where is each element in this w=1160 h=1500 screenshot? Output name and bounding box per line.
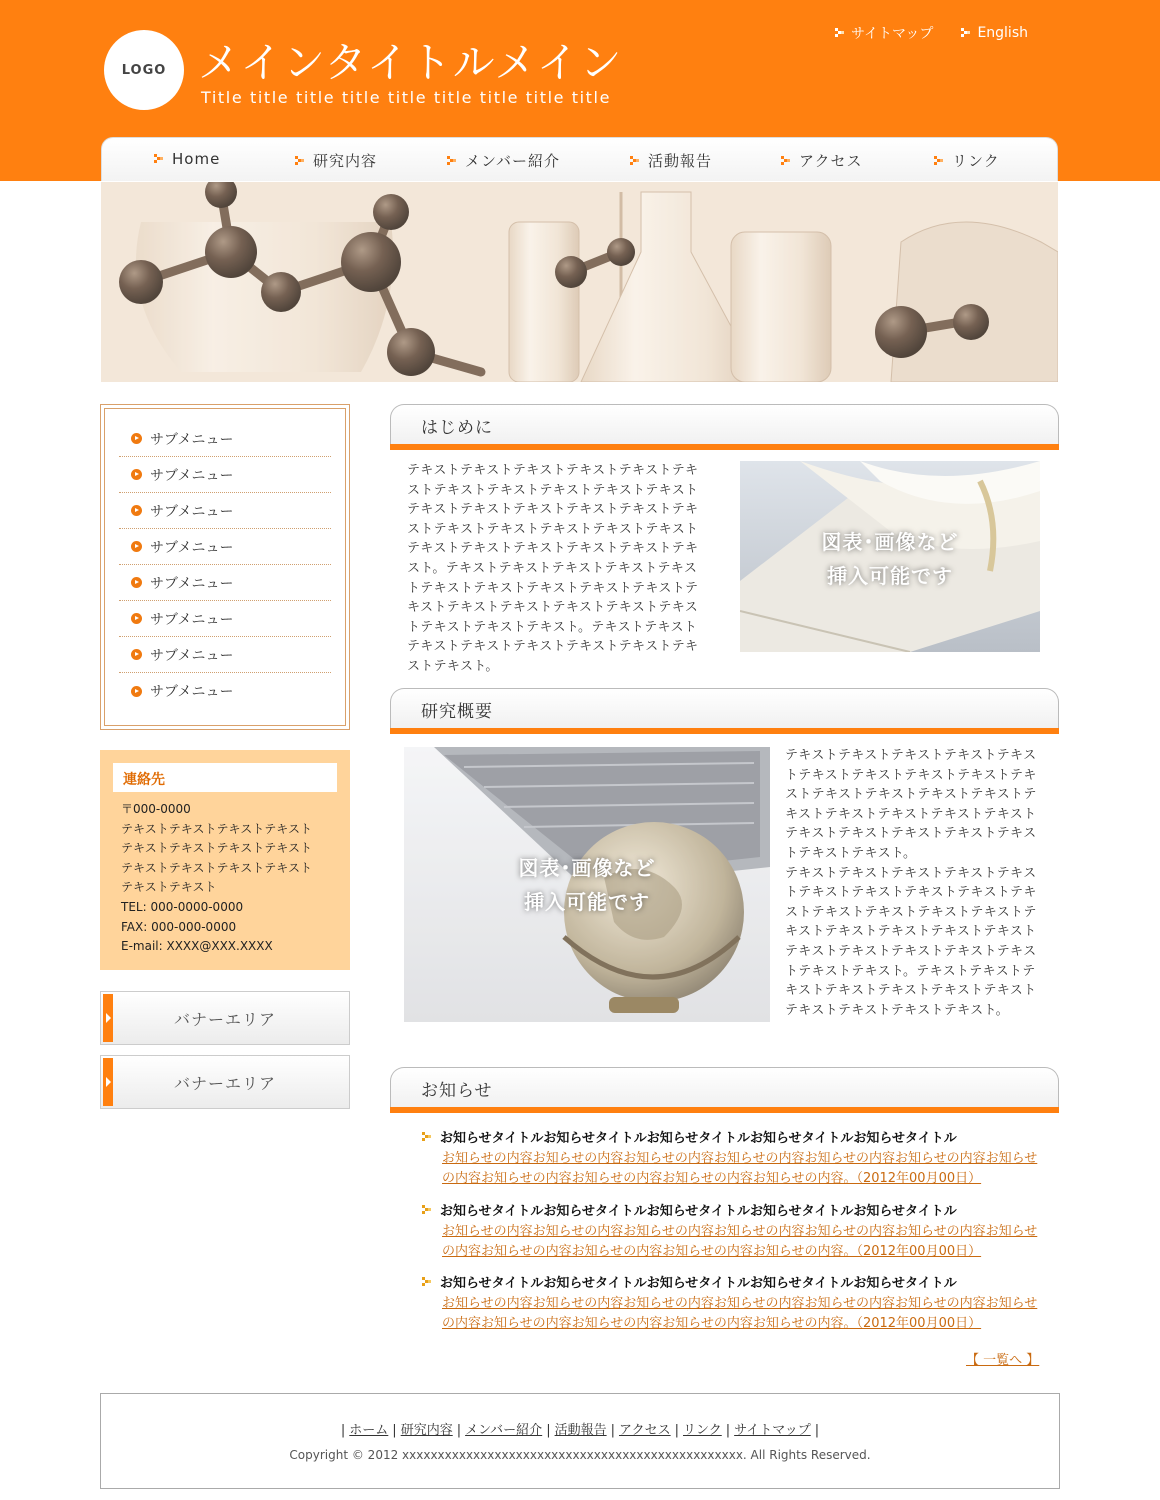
arrow-circle-icon bbox=[131, 649, 142, 660]
footer-link-access[interactable]: アクセス bbox=[618, 1423, 671, 1438]
arrow-marker-icon bbox=[781, 156, 791, 166]
footer-link-activities[interactable]: 活動報告 bbox=[554, 1423, 607, 1438]
contact-box bbox=[100, 750, 350, 970]
contact-postal: 〒000-0000 bbox=[121, 802, 191, 816]
arrow-marker-icon bbox=[295, 156, 305, 166]
news-list-link[interactable]: 【 一覧へ 】 bbox=[966, 1353, 1040, 1368]
footer-separator: | bbox=[674, 1423, 679, 1438]
submenu-label: サブメニュー bbox=[150, 467, 234, 484]
global-nav bbox=[101, 137, 1058, 181]
submenu-label: サブメニュー bbox=[150, 647, 234, 664]
summary-text bbox=[785, 746, 1047, 1020]
hero-image bbox=[101, 182, 1058, 382]
arrow-circle-icon bbox=[131, 613, 142, 624]
nav-access[interactable] bbox=[781, 150, 863, 171]
news-title bbox=[422, 1127, 1042, 1146]
news-body-link[interactable]: お知らせの内容お知らせの内容お知らせの内容お知らせの内容お知らせの内容お知らせの内容お知らせの内容お知らせの内容お知らせの内容お知らせの内容お知らせの内容。（2012年00月00日） bbox=[442, 1224, 1038, 1259]
english-label: English bbox=[977, 25, 1028, 41]
footer-separator: | bbox=[392, 1423, 397, 1438]
footer-link-sitemap[interactable]: サイトマップ bbox=[734, 1423, 811, 1438]
arrow-circle-icon bbox=[131, 577, 142, 588]
arrow-marker-icon bbox=[422, 1132, 432, 1142]
submenu-item[interactable] bbox=[119, 457, 331, 493]
copyright: Copyright © 2012 xxxxxxxxxxxxxxxxxxxxxxxxxxxxxxxxxxxxxxxxxxxxxxxx. All Rights Reserved. bbox=[289, 1448, 871, 1462]
summary-text-paragraph: テキストテキストテキストテキストテキストテキストテキストテキストテキストテキストテキストテキストテキストテキストテキストテキストテキストテキストテキストテキストテキストテキストテキストテキストテキストテキスト。テキストテキストテキストテキストテキストテキストテキストテキストテキストテキストテキスト。 bbox=[785, 865, 1037, 1018]
banner-1[interactable] bbox=[100, 991, 350, 1045]
sitemap-label: サイトマップ bbox=[850, 26, 934, 42]
nav-activities[interactable] bbox=[630, 150, 712, 171]
arrow-circle-icon bbox=[131, 686, 142, 697]
contact-email: E-mail: XXXX@XXX.XXXX bbox=[121, 939, 273, 954]
molecule-lab-illustration bbox=[101, 182, 1058, 382]
arrow-circle-icon bbox=[131, 541, 142, 552]
footer bbox=[100, 1393, 1060, 1489]
image-caption-line: 挿入可能です bbox=[524, 890, 650, 914]
sitemap-link[interactable] bbox=[835, 23, 933, 43]
arrow-circle-icon bbox=[131, 469, 142, 480]
arrow-marker-icon bbox=[934, 156, 944, 166]
news-body-link[interactable]: お知らせの内容お知らせの内容お知らせの内容お知らせの内容お知らせの内容お知らせの内容お知らせの内容お知らせの内容お知らせの内容お知らせの内容お知らせの内容。（2012年00月00日） bbox=[442, 1151, 1038, 1186]
nav-links[interactable] bbox=[934, 150, 1000, 171]
submenu-label: サブメニュー bbox=[150, 431, 234, 448]
news-title bbox=[422, 1200, 1042, 1219]
contact-address-line: テキストテキストテキストテキスト bbox=[121, 860, 313, 875]
submenu-item[interactable] bbox=[119, 601, 331, 637]
intro-image bbox=[740, 461, 1040, 652]
nav-access-label: アクセス bbox=[799, 152, 863, 170]
nav-home-label: Home bbox=[172, 150, 221, 168]
footer-link-research[interactable]: 研究内容 bbox=[400, 1423, 453, 1438]
arrow-marker-icon bbox=[961, 28, 971, 38]
footer-separator: | bbox=[546, 1423, 551, 1438]
nav-home[interactable] bbox=[154, 150, 220, 168]
nav-members[interactable] bbox=[447, 150, 560, 171]
section-heading-text: 研究概要 bbox=[421, 702, 493, 722]
image-caption-line: 挿入可能です bbox=[827, 564, 953, 588]
contact-tel: TEL: 000-0000-0000 bbox=[121, 899, 244, 914]
site-logo[interactable]: LOGO bbox=[104, 30, 184, 110]
submenu-item[interactable] bbox=[119, 637, 331, 673]
image-caption-line: 図表･画像など bbox=[821, 530, 959, 554]
banner-label: バナーエリア bbox=[173, 1009, 276, 1029]
submenu-item[interactable] bbox=[119, 565, 331, 601]
news-body-link[interactable]: お知らせの内容お知らせの内容お知らせの内容お知らせの内容お知らせの内容お知らせの内容お知らせの内容お知らせの内容お知らせの内容お知らせの内容お知らせの内容。（2012年00月00日） bbox=[442, 1296, 1038, 1331]
footer-separator: | bbox=[814, 1423, 820, 1438]
nav-research[interactable] bbox=[295, 150, 377, 171]
nav-activities-label: 活動報告 bbox=[648, 152, 713, 170]
nav-links-label: リンク bbox=[952, 152, 1000, 170]
news-title-text: お知らせタイトルお知らせタイトルお知らせタイトルお知らせタイトルお知らせタイトル bbox=[440, 1204, 957, 1219]
footer-link-links[interactable]: リンク bbox=[683, 1423, 722, 1438]
section-heading-summary bbox=[390, 688, 1059, 728]
footer-separator: | bbox=[725, 1423, 731, 1438]
image-caption bbox=[404, 851, 770, 919]
image-caption-line: 図表･画像など bbox=[518, 856, 656, 880]
submenu-label: サブメニュー bbox=[150, 611, 234, 628]
intro-text: テキストテキストテキストテキストテキストテキストテキストテキストテキストテキストテキストテキストテキストテキストテキストテキストテキストテキストテキストテキストテキストテキストテキストテキストテキストテキストテキストテキスト。テキストテキストテキストテキストテキストテキストテキストテキストテキストテキストテキストテキストテキストテキストテキストテキストテキストテキストテキスト。テキストテキストテキストテキストテキストテキストテキストテキストテキスト。 bbox=[407, 463, 699, 674]
contact-address-line: テキストテキストテキストテキスト bbox=[121, 821, 313, 836]
arrow-marker-icon bbox=[154, 154, 164, 164]
contact-fax: FAX: 000-000-0000 bbox=[121, 919, 237, 934]
site-subtitle: Title title title title title title title title title bbox=[201, 88, 612, 107]
nav-members-label: メンバー紹介 bbox=[465, 152, 560, 170]
site-title: メインタイトルメイン bbox=[198, 38, 623, 87]
arrow-marker-icon bbox=[630, 156, 640, 166]
summary-image bbox=[404, 747, 770, 1022]
news-title-text: お知らせタイトルお知らせタイトルお知らせタイトルお知らせタイトルお知らせタイトル bbox=[440, 1131, 957, 1146]
footer-nav bbox=[101, 1419, 1059, 1438]
arrow-marker-icon bbox=[422, 1205, 432, 1215]
image-caption bbox=[740, 525, 1040, 593]
news-item bbox=[422, 1127, 1042, 1189]
nav-research-label: 研究内容 bbox=[313, 152, 378, 170]
arrow-marker-icon bbox=[422, 1277, 432, 1287]
banner-label: バナーエリア bbox=[173, 1073, 276, 1093]
summary-text-paragraph: テキストテキストテキストテキストテキストテキストテキストテキストテキストテキストテキストテキストテキストテキストテキストテキストテキストテキストテキストテキストテキストテキストテキストテキストテキストテキスト。 bbox=[785, 748, 1037, 861]
arrow-marker-icon bbox=[835, 28, 845, 38]
submenu-label: サブメニュー bbox=[150, 503, 234, 520]
footer-separator: | bbox=[340, 1423, 346, 1438]
news-title-text: お知らせタイトルお知らせタイトルお知らせタイトルお知らせタイトルお知らせタイトル bbox=[440, 1276, 957, 1291]
english-link[interactable] bbox=[961, 23, 1028, 43]
submenu-item[interactable] bbox=[119, 529, 331, 565]
news-item bbox=[422, 1200, 1042, 1262]
top-links bbox=[835, 23, 1028, 43]
footer-separator: | bbox=[456, 1423, 462, 1438]
submenu-inner bbox=[104, 408, 346, 726]
submenu bbox=[100, 404, 350, 730]
arrow-circle-icon bbox=[131, 505, 142, 516]
section-heading-text: はじめに bbox=[421, 418, 493, 438]
contact-address-line: テキストテキストテキストテキスト bbox=[121, 841, 313, 856]
submenu-label: サブメニュー bbox=[150, 575, 234, 592]
submenu-item[interactable] bbox=[119, 421, 331, 457]
contact-address-line: テキストテキスト bbox=[121, 880, 217, 895]
footer-link-members[interactable]: メンバー紹介 bbox=[465, 1423, 543, 1438]
submenu-item[interactable] bbox=[119, 493, 331, 529]
news-title bbox=[422, 1272, 1042, 1291]
section-heading-intro bbox=[390, 404, 1059, 444]
arrow-circle-icon bbox=[131, 433, 142, 444]
banner-2[interactable] bbox=[100, 1055, 350, 1109]
section-heading-news bbox=[390, 1067, 1059, 1107]
submenu-label: サブメニュー bbox=[150, 684, 234, 700]
section-heading-text: お知らせ bbox=[421, 1081, 493, 1101]
news-item bbox=[422, 1272, 1042, 1334]
arrow-marker-icon bbox=[447, 156, 457, 166]
contact-body bbox=[113, 792, 337, 957]
submenu-label: サブメニュー bbox=[150, 539, 234, 556]
footer-link-home[interactable]: ホーム bbox=[349, 1423, 389, 1438]
submenu-item[interactable] bbox=[119, 673, 331, 709]
footer-separator: | bbox=[610, 1423, 615, 1438]
contact-title: 連絡先 bbox=[113, 763, 337, 792]
